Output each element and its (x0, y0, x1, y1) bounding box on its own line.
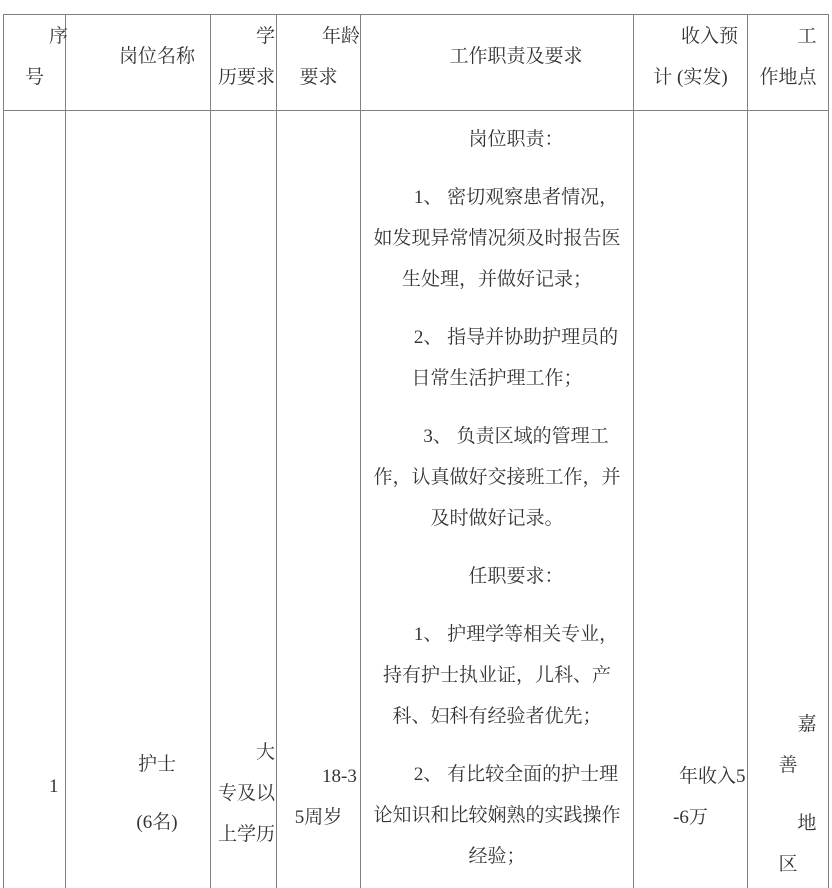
income-value (641, 756, 746, 838)
paragraph: 年收入5 -6万 (673, 766, 746, 828)
cell-income (634, 111, 748, 888)
paragraph: 2、 指导并协助护理员的 日常生活护理工作； (411, 327, 619, 389)
paragraph: 任职要求： (468, 566, 564, 587)
duties-text (368, 119, 626, 877)
paragraph: 地 区 (778, 813, 817, 875)
paragraph: 嘉 善 (778, 714, 817, 776)
cell-seq (4, 111, 66, 888)
paragraph: 收入预 计 (实发) (653, 25, 738, 88)
header-cell-education (211, 15, 277, 111)
header-cell-duties (361, 15, 634, 111)
cell-education (211, 111, 277, 888)
location-value (755, 704, 821, 885)
header-cell-location (748, 15, 829, 111)
paragraph: 1、 密切观察患者情况， 如发现异常情况须及时报告医 生处理，并做好记录； (373, 187, 621, 290)
cell-age (277, 111, 361, 888)
cell-location (748, 111, 829, 888)
paragraph: 3、 负责区域的管理工 作，认真做好交接班工作，并 及时做好记录。 (373, 426, 621, 529)
paragraph: 岗位职责： (468, 129, 564, 150)
age-value (284, 756, 357, 838)
paragraph: 护士 (137, 754, 176, 775)
header-cell-age (277, 15, 361, 111)
paragraph: 2、 有比较全面的护士理 论知识和比较娴熟的实践操作 经验； (373, 764, 621, 867)
paragraph: 年龄 要求 (299, 25, 361, 88)
recruitment-table (3, 14, 829, 888)
header-cell-income (634, 15, 748, 111)
header-cell-seq (4, 15, 69, 111)
seq-value (11, 766, 58, 807)
paragraph: (6名) (136, 812, 178, 833)
paragraph: 岗位名称 (118, 46, 195, 67)
cell-position (66, 111, 211, 888)
paragraph: 工作职责及要求 (449, 46, 583, 67)
education-value (218, 732, 276, 855)
header-cell-position (66, 15, 211, 111)
paragraph: 18-3 5周岁 (294, 766, 357, 828)
paragraph: 学 历要求 (218, 25, 276, 88)
paragraph: 1 (49, 776, 59, 797)
paragraph: 序 号 (24, 25, 69, 88)
paragraph: 1、 护理学等相关专业， 持有护士执业证，儿科、产 科、妇科有经验者优先； (382, 624, 619, 727)
cell-duties (361, 111, 634, 888)
position-value (73, 744, 203, 843)
paragraph: 工 作地点 (759, 25, 817, 88)
paragraph: 大 专及以 上学历 (218, 742, 276, 845)
